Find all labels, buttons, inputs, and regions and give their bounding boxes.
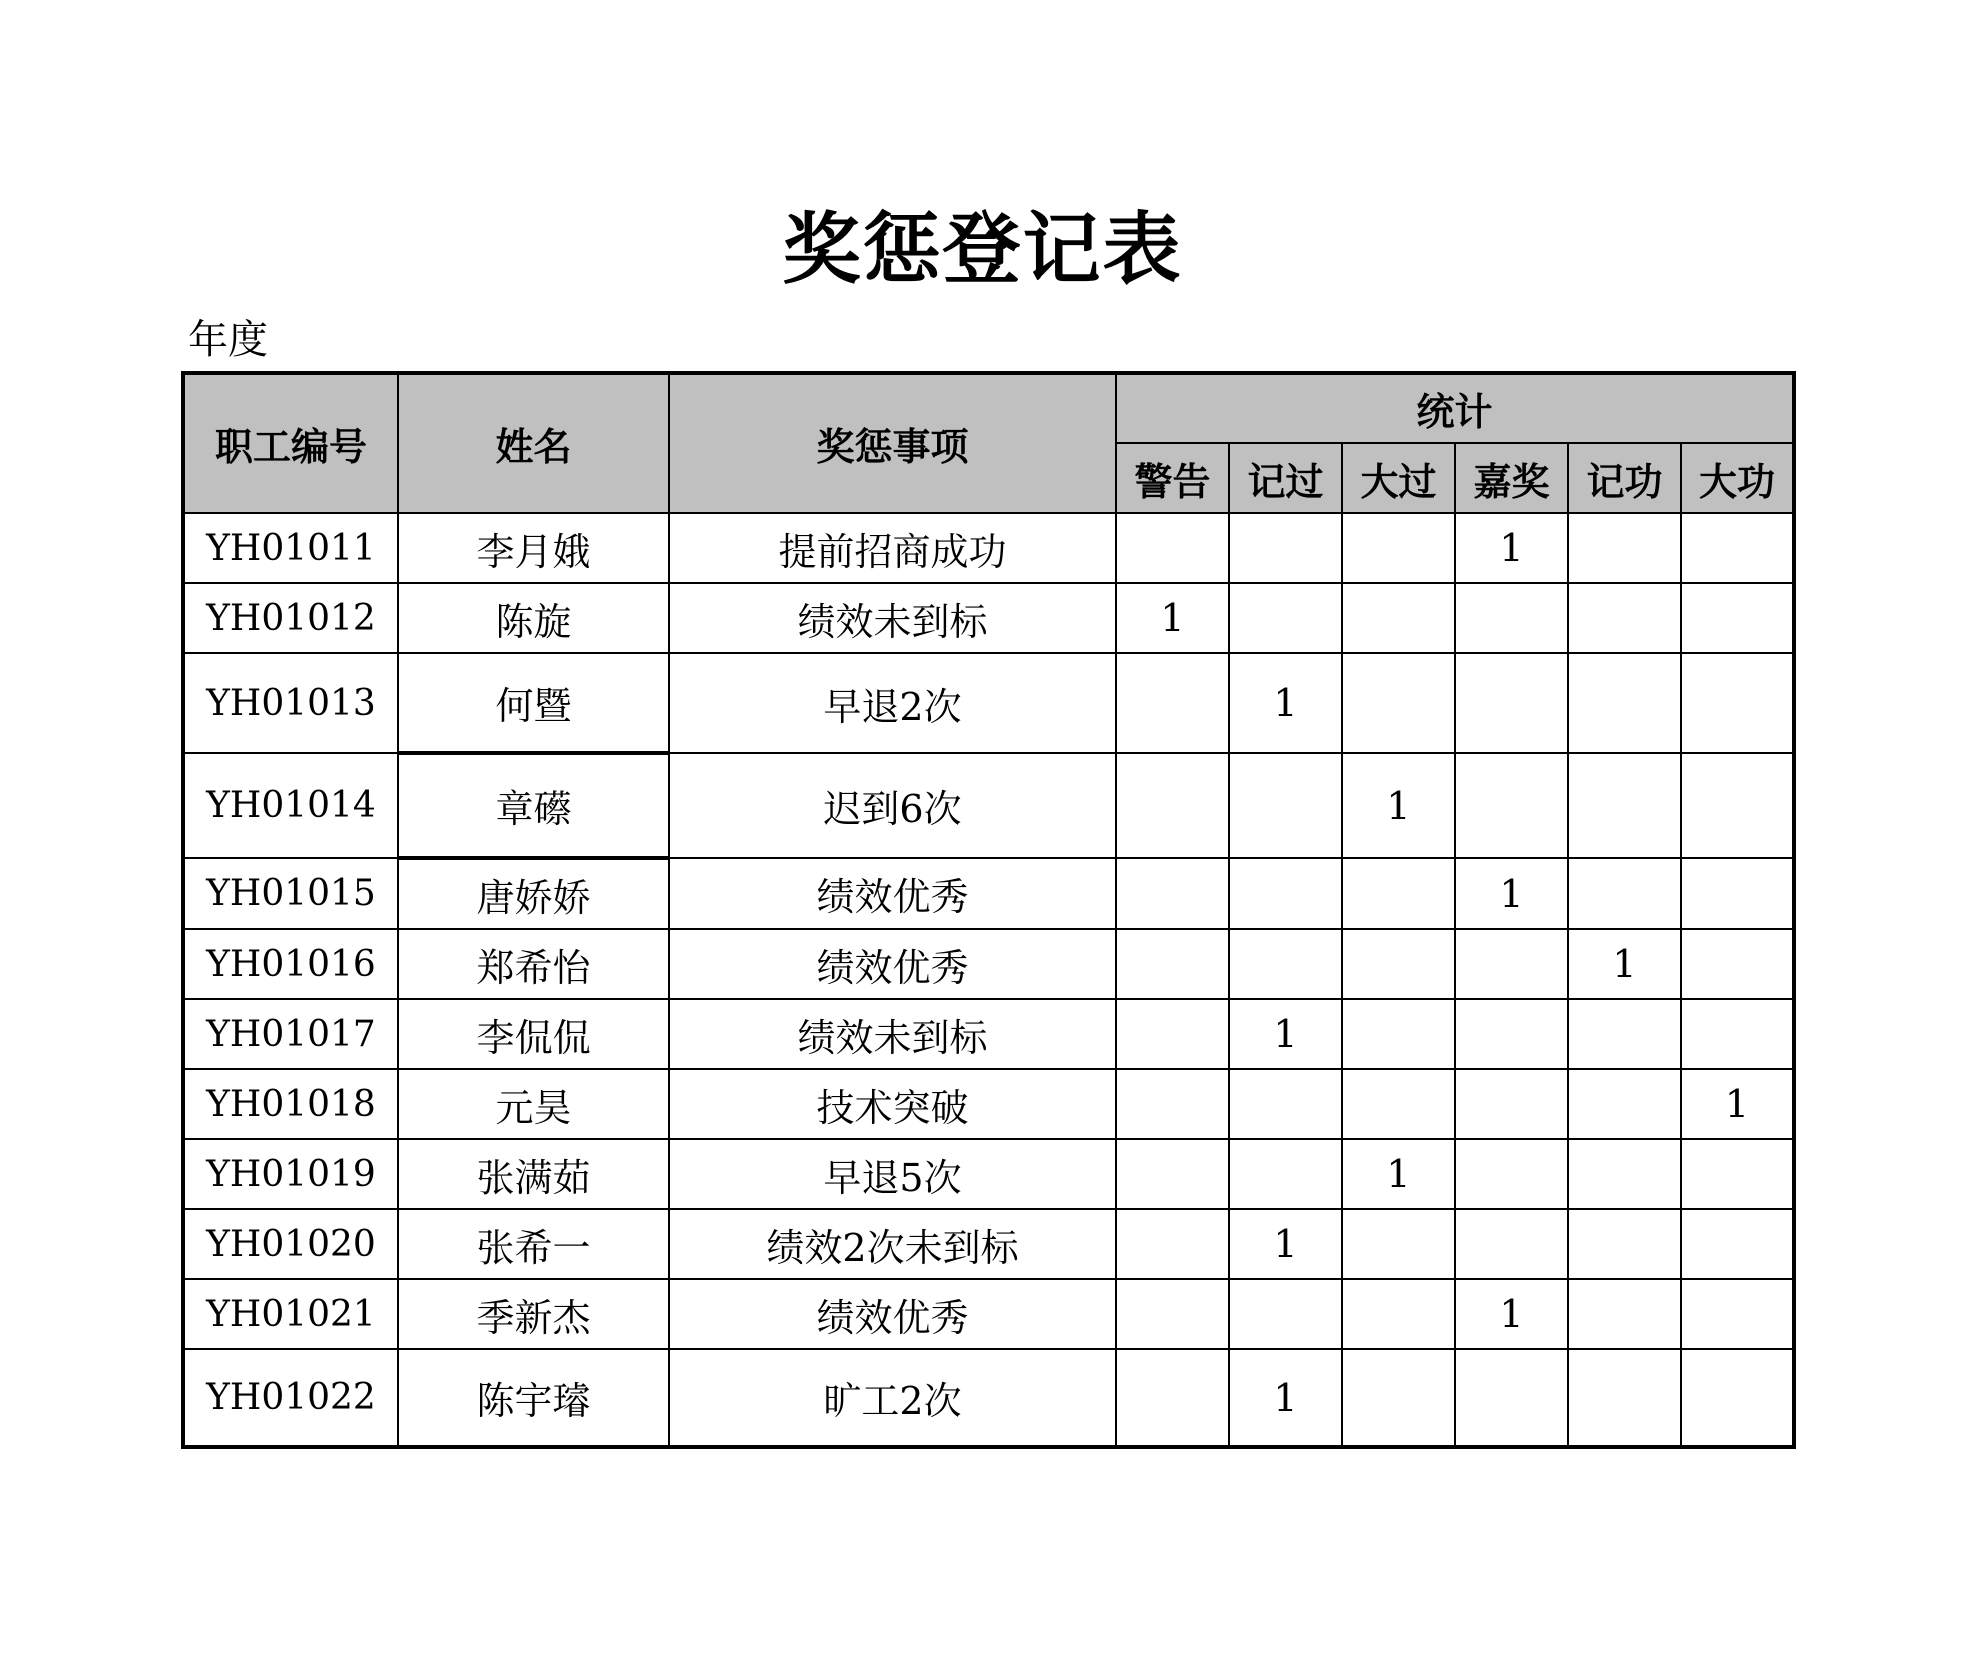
- warning-cell[interactable]: [1116, 929, 1229, 999]
- table-row: [183, 513, 1794, 583]
- table-row: [183, 583, 1794, 653]
- item-cell[interactable]: 早退5次: [669, 1139, 1116, 1209]
- merit-cell[interactable]: [1568, 1279, 1681, 1349]
- major-merit-cell[interactable]: 1: [1681, 1069, 1794, 1139]
- table-row: [183, 1069, 1794, 1139]
- major-merit-cell[interactable]: [1681, 1279, 1794, 1349]
- header-major-demerit[interactable]: 大过: [1342, 443, 1455, 513]
- employee-id-cell[interactable]: YH01018: [183, 1069, 398, 1139]
- demerit-cell[interactable]: 1: [1229, 653, 1342, 753]
- major-demerit-cell[interactable]: [1342, 653, 1455, 753]
- major-merit-cell[interactable]: [1681, 1349, 1794, 1447]
- reward-punishment-table: [181, 371, 1796, 1449]
- demerit-cell[interactable]: [1229, 583, 1342, 653]
- header-employee-id[interactable]: 职工编号: [183, 373, 398, 513]
- major-demerit-cell[interactable]: [1342, 583, 1455, 653]
- employee-id-cell[interactable]: YH01014: [183, 753, 398, 858]
- merit-cell[interactable]: [1568, 1139, 1681, 1209]
- name-cell[interactable]: 李月娥: [398, 513, 669, 583]
- name-cell[interactable]: 李侃侃: [398, 999, 669, 1069]
- demerit-cell[interactable]: 1: [1229, 999, 1342, 1069]
- commendation-cell[interactable]: [1455, 999, 1568, 1069]
- name-cell[interactable]: 季新杰: [398, 1279, 669, 1349]
- warning-cell[interactable]: [1116, 1069, 1229, 1139]
- table-row: [183, 1209, 1794, 1279]
- major-demerit-cell[interactable]: [1342, 1279, 1455, 1349]
- sheet-title: 奖惩登记表: [782, 204, 1183, 295]
- commendation-cell[interactable]: 1: [1455, 1279, 1568, 1349]
- commendation-cell[interactable]: [1455, 1209, 1568, 1279]
- table-row: [183, 999, 1794, 1069]
- major-merit-cell[interactable]: [1681, 753, 1794, 858]
- commendation-cell[interactable]: [1455, 929, 1568, 999]
- major-merit-cell[interactable]: [1681, 583, 1794, 653]
- commendation-cell[interactable]: [1455, 653, 1568, 753]
- merit-cell[interactable]: [1568, 513, 1681, 583]
- table-row: [183, 653, 1794, 753]
- major-merit-cell[interactable]: [1681, 858, 1794, 929]
- employee-id-cell[interactable]: YH01020: [183, 1209, 398, 1279]
- demerit-cell[interactable]: [1229, 1139, 1342, 1209]
- merit-cell[interactable]: [1568, 753, 1681, 858]
- merit-cell[interactable]: [1568, 653, 1681, 753]
- major-merit-cell[interactable]: [1681, 653, 1794, 753]
- name-cell[interactable]: 唐娇娇: [398, 858, 669, 929]
- warning-cell[interactable]: [1116, 1349, 1229, 1447]
- demerit-cell[interactable]: [1229, 753, 1342, 858]
- item-cell[interactable]: 绩效未到标: [669, 999, 1116, 1069]
- warning-cell[interactable]: [1116, 1209, 1229, 1279]
- table-row: [183, 1279, 1794, 1349]
- header-warning[interactable]: 警告: [1116, 443, 1229, 513]
- commendation-cell[interactable]: [1455, 583, 1568, 653]
- name-cell[interactable]: 陈旋: [398, 583, 669, 653]
- demerit-cell[interactable]: 1: [1229, 1349, 1342, 1447]
- merit-cell[interactable]: [1568, 1209, 1681, 1279]
- merit-cell[interactable]: [1568, 1069, 1681, 1139]
- item-cell[interactable]: 绩效优秀: [669, 929, 1116, 999]
- demerit-cell[interactable]: [1229, 1069, 1342, 1139]
- employee-id-cell[interactable]: YH01019: [183, 1139, 398, 1209]
- commendation-cell[interactable]: [1455, 1349, 1568, 1447]
- warning-cell[interactable]: [1116, 653, 1229, 753]
- item-cell[interactable]: 提前招商成功: [669, 513, 1116, 583]
- demerit-cell[interactable]: [1229, 858, 1342, 929]
- major-demerit-cell[interactable]: [1342, 1349, 1455, 1447]
- employee-id-cell[interactable]: YH01016: [183, 929, 398, 999]
- header-merit[interactable]: 记功: [1568, 443, 1681, 513]
- major-demerit-cell[interactable]: [1342, 1209, 1455, 1279]
- table-row: [183, 858, 1794, 929]
- header-item[interactable]: 奖惩事项: [669, 373, 1116, 513]
- employee-id-cell[interactable]: YH01011: [183, 513, 398, 583]
- employee-id-cell[interactable]: YH01017: [183, 999, 398, 1069]
- major-merit-cell[interactable]: [1681, 513, 1794, 583]
- name-cell[interactable]: 张满茹: [398, 1139, 669, 1209]
- item-cell[interactable]: 绩效优秀: [669, 1279, 1116, 1349]
- item-cell[interactable]: 迟到6次: [669, 753, 1116, 858]
- table-row: [183, 1139, 1794, 1209]
- item-cell[interactable]: 旷工2次: [669, 1349, 1116, 1447]
- major-merit-cell[interactable]: [1681, 1139, 1794, 1209]
- major-merit-cell[interactable]: [1681, 1209, 1794, 1279]
- employee-id-cell[interactable]: YH01012: [183, 583, 398, 653]
- table-row: [183, 929, 1794, 999]
- item-cell[interactable]: 绩效优秀: [669, 858, 1116, 929]
- commendation-cell[interactable]: [1455, 1069, 1568, 1139]
- merit-cell[interactable]: [1568, 583, 1681, 653]
- warning-cell[interactable]: [1116, 999, 1229, 1069]
- commendation-cell[interactable]: [1455, 1139, 1568, 1209]
- demerit-cell[interactable]: [1229, 1279, 1342, 1349]
- warning-cell[interactable]: 1: [1116, 583, 1229, 653]
- table-body: [183, 513, 1794, 1447]
- merit-cell[interactable]: 1: [1568, 929, 1681, 999]
- table-header: [183, 373, 1794, 513]
- merit-cell[interactable]: [1568, 1349, 1681, 1447]
- item-cell[interactable]: 技术突破: [669, 1069, 1116, 1139]
- employee-id-cell[interactable]: YH01021: [183, 1279, 398, 1349]
- warning-cell[interactable]: [1116, 753, 1229, 858]
- item-cell[interactable]: 绩效2次未到标: [669, 1209, 1116, 1279]
- demerit-cell[interactable]: [1229, 929, 1342, 999]
- name-cell[interactable]: 郑希怡: [398, 929, 669, 999]
- name-cell[interactable]: 章礤: [398, 753, 669, 858]
- major-merit-cell[interactable]: [1681, 929, 1794, 999]
- warning-cell[interactable]: [1116, 858, 1229, 929]
- major-merit-cell[interactable]: [1681, 999, 1794, 1069]
- demerit-cell[interactable]: [1229, 513, 1342, 583]
- employee-id-cell[interactable]: YH01022: [183, 1349, 398, 1447]
- item-cell[interactable]: 早退2次: [669, 653, 1116, 753]
- employee-id-cell[interactable]: YH01015: [183, 858, 398, 929]
- major-demerit-cell[interactable]: [1342, 513, 1455, 583]
- commendation-cell[interactable]: 1: [1455, 858, 1568, 929]
- warning-cell[interactable]: [1116, 1139, 1229, 1209]
- major-demerit-cell[interactable]: [1342, 858, 1455, 929]
- header-name[interactable]: 姓名: [398, 373, 669, 513]
- major-demerit-cell[interactable]: 1: [1342, 753, 1455, 858]
- header-stats-group[interactable]: 统计: [1116, 373, 1794, 443]
- demerit-cell[interactable]: 1: [1229, 1209, 1342, 1279]
- commendation-cell[interactable]: [1455, 753, 1568, 858]
- major-demerit-cell[interactable]: 1: [1342, 1139, 1455, 1209]
- year-label: 年度: [188, 317, 268, 363]
- table-row: [183, 753, 1794, 858]
- major-demerit-cell[interactable]: [1342, 1069, 1455, 1139]
- name-cell[interactable]: 陈宇璿: [398, 1349, 669, 1447]
- name-cell[interactable]: 何暨: [398, 653, 669, 753]
- warning-cell[interactable]: [1116, 1279, 1229, 1349]
- header-major-merit[interactable]: 大功: [1681, 443, 1794, 513]
- merit-cell[interactable]: [1568, 999, 1681, 1069]
- header-commendation[interactable]: 嘉奖: [1455, 443, 1568, 513]
- name-cell[interactable]: 元昊: [398, 1069, 669, 1139]
- major-demerit-cell[interactable]: [1342, 999, 1455, 1069]
- major-demerit-cell[interactable]: [1342, 929, 1455, 999]
- name-cell[interactable]: 张希一: [398, 1209, 669, 1279]
- merit-cell[interactable]: [1568, 858, 1681, 929]
- header-demerit[interactable]: 记过: [1229, 443, 1342, 513]
- commendation-cell[interactable]: 1: [1455, 513, 1568, 583]
- employee-id-cell[interactable]: YH01013: [183, 653, 398, 753]
- warning-cell[interactable]: [1116, 513, 1229, 583]
- table-row: [183, 1349, 1794, 1447]
- item-cell[interactable]: 绩效未到标: [669, 583, 1116, 653]
